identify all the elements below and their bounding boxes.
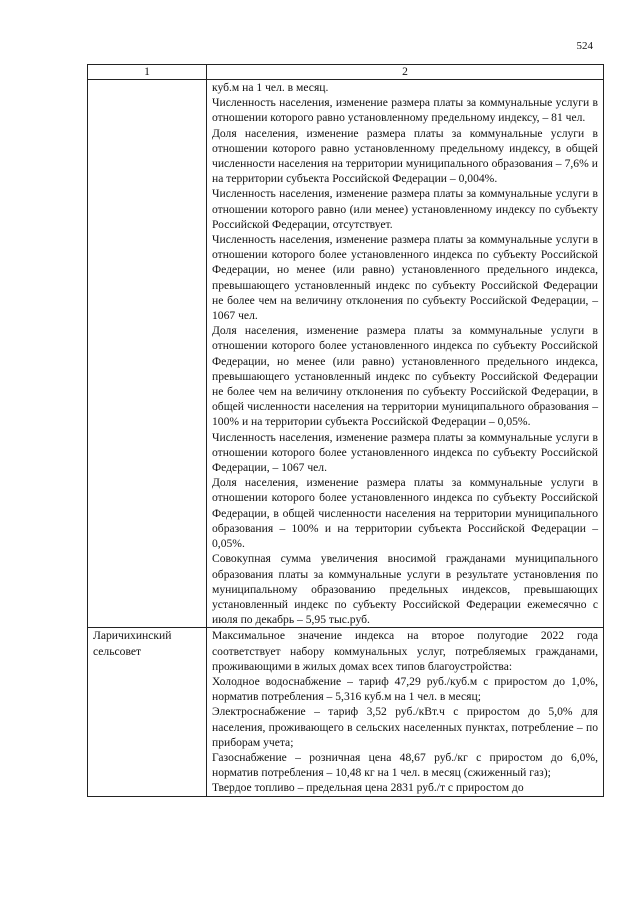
paragraph: Доля населения, изменение размера платы за коммунальные услуги в отношении которого более установленного индекса по субъекту Российской Федерации, в общей численности населения на территории муниципального образования – 100% и на территории субъекта Российской Федерации – 0,05%. [212, 476, 598, 551]
paragraph: Доля населения, изменение размера платы за коммунальные услуги в отношении которого равно установленному предельному индексу, в общей численности населения на территории муниципального образования – 7,6% и на территории субъекта Российской Федерации – 0,004%. [212, 126, 598, 186]
paragraph: Численность населения, изменение размера платы за коммунальные услуги в отношении которого равно (или менее) установленному индексу по субъекту Российской Федерации, отсутствует. [212, 187, 598, 231]
paragraph: Совокупная сумма увеличения вносимой гражданами муниципального образования платы за коммунальные услуги в результате установления по муниципальному образованию предельных индексов, превышающих установленный индекс по субъекту Российской Федерации ежемесячно с июля по декабрь – 5,95 тыс.руб. [212, 552, 598, 627]
table-row [88, 80, 604, 628]
description-cell [207, 80, 604, 628]
paragraph: Численность населения, изменение размера платы за коммунальные услуги в отношении которого более установленного индекса по субъекту Российской Федерации, – 1067 чел. [212, 430, 598, 475]
municipality-cell: Ларичихинский сельсовет [88, 628, 207, 796]
column-header-2: 2 [207, 65, 604, 80]
municipality-cell [88, 80, 207, 628]
data-table [87, 64, 604, 797]
column-header-1: 1 [88, 65, 207, 80]
paragraph: Газоснабжение – розничная цена 48,67 руб./кг с приростом до 6,0%, норматив потребления – 10,48 кг на 1 чел. в месяц (сжиженный газ); [212, 750, 598, 780]
paragraph: Электроснабжение – тариф 3,52 руб./кВт.ч с приростом до 5,0% для населения, проживающего в сельских населенных пунктах, потребление – по приборам учета; [212, 705, 598, 749]
paragraph: Численность населения, изменение размера платы за коммунальные услуги в отношении которого более установленного индекса по субъекту Российской Федерации, но менее (или равно) установленного предельного индекса, превышающего установленный индекс по субъекту Российской Федерации не более чем на величину отклонения по субъекту Российской Федерации, – 1067 чел. [212, 233, 598, 323]
paragraph: Твердое топливо – предельная цена 2831 руб./т с приростом до [212, 781, 524, 795]
page-number: 524 [576, 40, 593, 52]
table-header-row [88, 65, 604, 80]
paragraph: Доля населения, изменение размера платы за коммунальные услуги в отношении которого более установленного индекса по субъекту Российской Федерации, но менее (или равно) установленного предельного индекса, превышающего установленный индекс по субъекту Российской Федерации не более чем на величину отклонения по субъекту Российской Федерации, в общей численности населения на территории муниципального образования – 100% и на территории субъекта Российской Федерации – 0,05%. [212, 324, 598, 429]
table-row [88, 628, 604, 796]
paragraph: куб.м на 1 чел. в месяц. [212, 81, 329, 94]
paragraph: Максимальное значение индекса на второе полугодие 2022 года соответствует набору коммунальных услуг, потребляемых гражданами, проживающими в жилых домах всех типов благоустройства: [212, 629, 598, 673]
paragraph: Численность населения, изменение размера платы за коммунальные услуги в отношении которого равно установленному предельному индексу, – 81 чел. [212, 96, 598, 125]
paragraph: Холодное водоснабжение – тариф 47,29 руб./куб.м с приростом до 1,0%, норматив потребления – 5,316 куб.м на 1 чел. в месяц; [212, 674, 598, 704]
description-cell [207, 628, 604, 796]
